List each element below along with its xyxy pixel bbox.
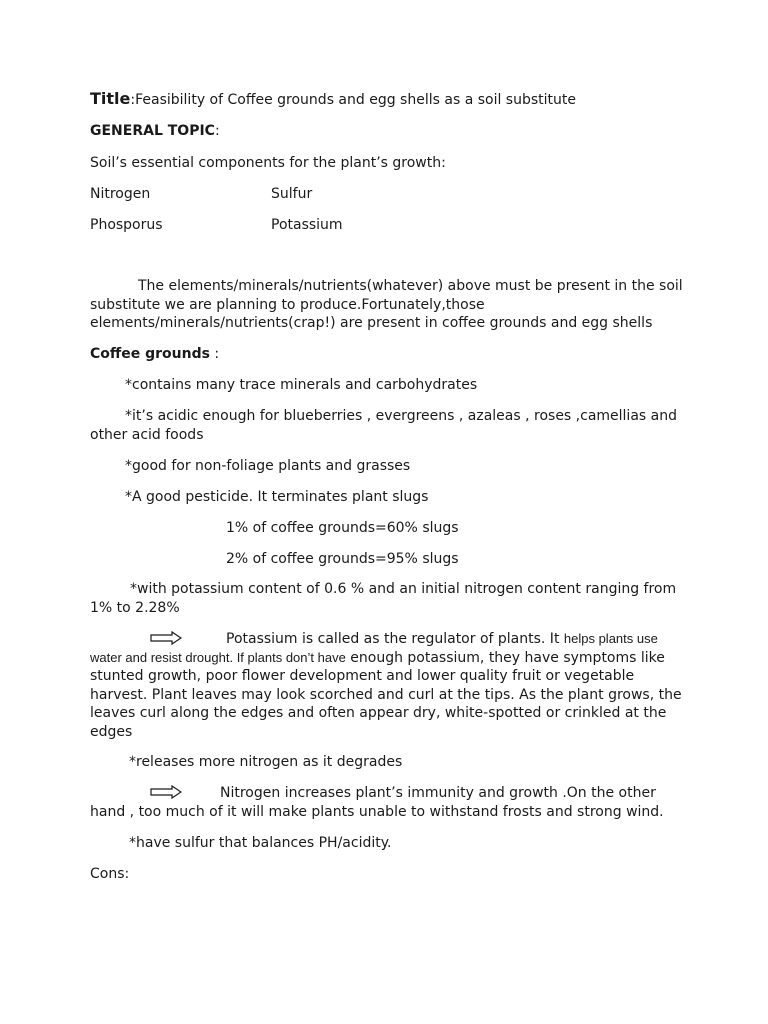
bullet-potassium-content: *with potassium content of 0.6 % and an initial nitrogen content ranging from 1% to 2.28% xyxy=(90,581,677,616)
general-topic-label: GENERAL TOPIC xyxy=(90,123,215,139)
general-topic-colon: : xyxy=(214,123,220,139)
components-row-1 xyxy=(90,185,490,203)
right-arrow-icon xyxy=(150,785,182,799)
title-text: :Feasibility of Coffee grounds and egg shells as a soil substitute xyxy=(130,92,576,108)
coffee-grounds-heading xyxy=(90,345,219,363)
slugs-stat-1: 1% of coffee grounds=60% slugs xyxy=(226,520,459,536)
right-arrow-icon xyxy=(150,631,182,645)
potassium-text-c: enough potassium, they have symptoms like stunted growth, poor flower development and lower quality fruit or vegetable harvest. Plant leaves may look scorched and curl at the tips. As the plant grows, the leaves curl along the edges and often appear dry, white-spotted or crinkled at the edges xyxy=(90,649,682,740)
nitrogen-paragraph xyxy=(90,784,686,821)
potassium-text-b: helps plants use water and resist drought. If plants don’t have xyxy=(90,631,658,665)
intro-paragraph: The elements/minerals/nutrients(whatever) above must be present in the soil substitute we are planning to produce.Fortunately,those elements/minerals/nutrients(crap!) are present in coffee grounds and egg shells xyxy=(90,278,683,331)
nitrogen-text: Nitrogen increases plant’s immunity and growth .On the other hand , too much of it will make plants unable to withstand frosts and strong wind. xyxy=(90,785,664,820)
soil-components-intro: Soil’s essential components for the plant’s growth: xyxy=(90,155,446,171)
coffee-grounds-label: Coffee grounds xyxy=(90,346,210,362)
bullet-trace-minerals: *contains many trace minerals and carbohydrates xyxy=(125,377,478,393)
component-potassium: Potassium xyxy=(271,217,343,233)
slugs-stat-2: 2% of coffee grounds=95% slugs xyxy=(226,551,459,567)
general-topic-heading xyxy=(90,122,220,140)
component-nitrogen: Nitrogen xyxy=(90,186,151,202)
bullet-sulfur: *have sulfur that balances PH/acidity. xyxy=(129,835,392,851)
bullet-pesticide: *A good pesticide. It terminates plant slugs xyxy=(125,489,429,505)
component-phosporus: Phosporus xyxy=(90,217,163,233)
coffee-grounds-colon: : xyxy=(209,346,220,362)
bullet-releases-nitrogen: *releases more nitrogen as it degrades xyxy=(129,754,403,770)
document-title xyxy=(90,90,576,109)
component-sulfur: Sulfur xyxy=(271,186,313,202)
potassium-paragraph xyxy=(90,630,686,741)
components-row-2 xyxy=(90,216,490,234)
potassium-text-a: Potassium is called as the regulator of plants. It xyxy=(226,631,564,647)
cons-heading: Cons: xyxy=(90,866,130,882)
bullet-non-foliage: *good for non-foliage plants and grasses xyxy=(125,458,411,474)
bullet-acidic: *it’s acidic enough for blueberries , evergreens , azaleas , roses ,camellias and other acid foods xyxy=(90,408,677,443)
title-label: Title xyxy=(90,89,131,108)
